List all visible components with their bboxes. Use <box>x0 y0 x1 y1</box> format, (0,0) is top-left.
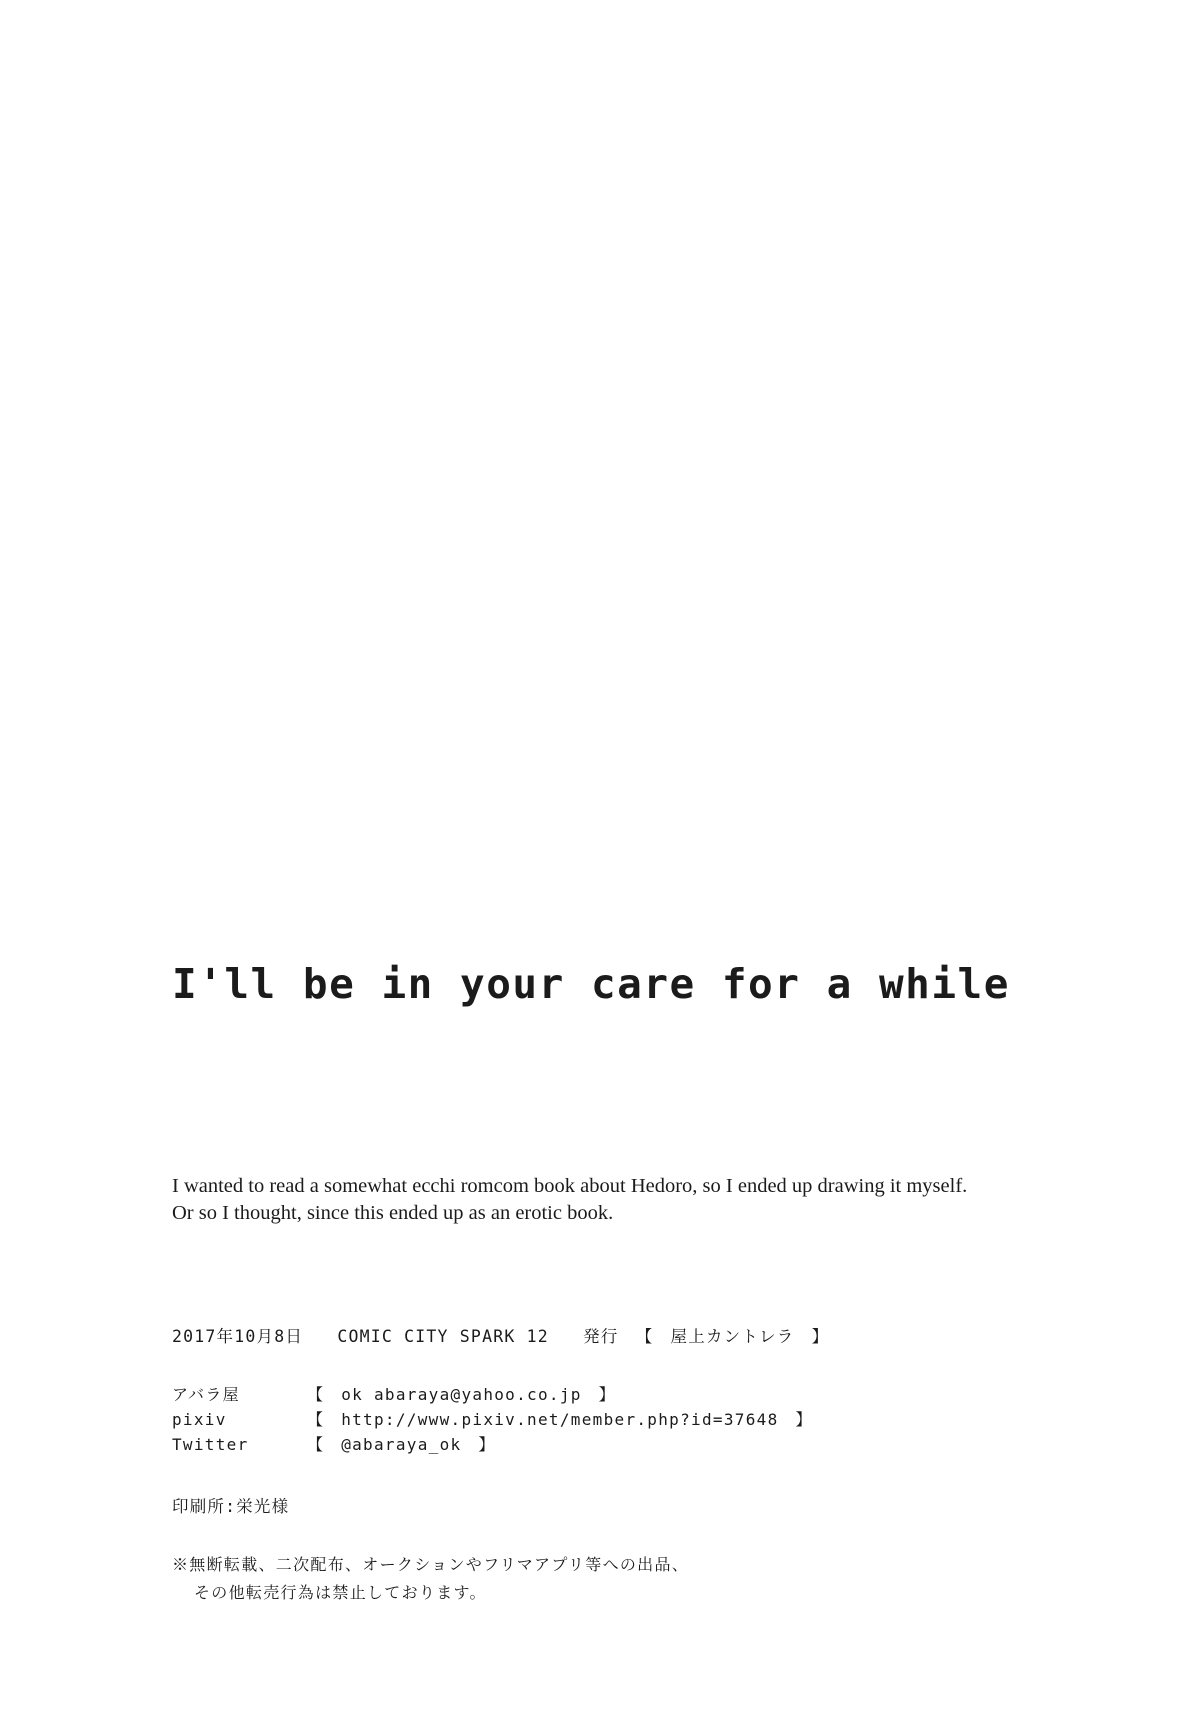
contact-label-shop: アバラ屋 <box>172 1385 240 1405</box>
contact-label-pixiv: pixiv <box>172 1409 227 1429</box>
bracket-close-icon: 】 <box>811 1326 830 1346</box>
publication-date: 2017年10月8日 <box>172 1326 304 1346</box>
printer-info: 印刷所:栄光様 <box>172 1497 290 1517</box>
page-title: I'll be in your care for a while <box>172 960 1010 1008</box>
contact-value-twitter-handle[interactable]: @abaraya_ok <box>341 1434 462 1454</box>
publish-label: 発行 <box>583 1326 619 1346</box>
bracket-open-icon: 【 <box>306 1409 325 1429</box>
circle-name: 屋上カントレラ <box>670 1326 795 1346</box>
bracket-close-icon: 】 <box>598 1385 616 1405</box>
imprint-line <box>172 1324 1072 1350</box>
bracket-close-icon: 】 <box>795 1409 813 1429</box>
contact-value-pixiv-url[interactable]: http://www.pixiv.net/member.php?id=37648 <box>341 1409 779 1429</box>
contact-value-email[interactable]: ok abaraya@yahoo.co.jp <box>341 1385 582 1405</box>
list-item <box>172 1408 1072 1433</box>
contact-list <box>172 1383 1072 1457</box>
copyright-notice-line-2: その他転売行為は禁止しております。 <box>194 1582 487 1602</box>
bracket-open-icon: 【 <box>306 1385 325 1405</box>
publication-info <box>172 1324 1072 1606</box>
bracket-close-icon: 】 <box>478 1434 496 1454</box>
bracket-open-icon: 【 <box>306 1434 325 1454</box>
copyright-notice-line-1: ※無断転載、二次配布、オークションやフリマアプリ等への出品、 <box>172 1555 690 1575</box>
list-item <box>172 1383 1072 1408</box>
bracket-open-icon: 【 <box>635 1326 654 1346</box>
author-note <box>172 1173 1072 1228</box>
contact-label-twitter: Twitter <box>172 1434 249 1454</box>
event-name: COMIC CITY SPARK 12 <box>337 1326 549 1346</box>
copyright-notice <box>172 1551 1072 1605</box>
author-note-line-2: Or so I thought, since this ended up as an erotic book. <box>172 1202 614 1225</box>
author-note-line-1: I wanted to read a somewhat ecchi romcom book about Hedoro, so I ended up drawing it myself. <box>172 1175 968 1197</box>
list-item <box>172 1433 1072 1458</box>
colophon-block <box>172 960 1072 1606</box>
